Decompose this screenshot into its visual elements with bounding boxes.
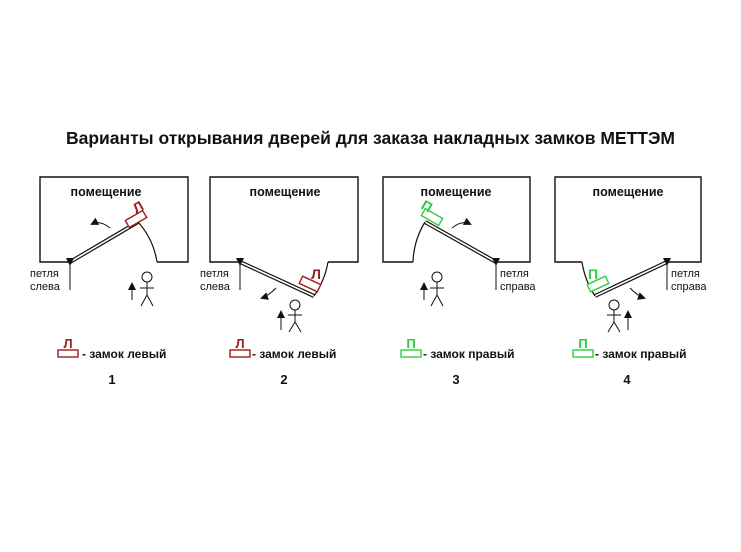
- variant-3: [383, 177, 536, 387]
- variant-number: 2: [280, 372, 288, 387]
- hinge-label-line1: петля: [500, 268, 529, 280]
- svg-text:П: П: [578, 336, 588, 351]
- person-icon: [607, 300, 621, 332]
- room-label: помещение: [592, 185, 664, 199]
- legend-lock-icon: [573, 336, 593, 357]
- hinge-label-line2: справа: [500, 281, 536, 293]
- svg-text:П: П: [406, 336, 416, 351]
- legend-label: - замок правый: [595, 347, 687, 361]
- hinge-label-line2: справа: [671, 281, 707, 293]
- swing-arc: [413, 222, 425, 262]
- svg-text:Л: Л: [235, 336, 245, 351]
- lock-glyph: Л: [311, 266, 321, 282]
- variant-2: [200, 177, 358, 387]
- legend-label: - замок правый: [423, 347, 515, 361]
- variant-4: [555, 177, 707, 387]
- hinge-label-line1: петля: [30, 268, 59, 280]
- variant-number: 1: [108, 372, 116, 387]
- legend-lock-icon: [230, 336, 250, 357]
- room-label: помещение: [420, 185, 492, 199]
- diagram-title: Варианты открывания дверей для заказа накладных замков МЕТТЭМ: [65, 128, 676, 148]
- hinge-label-line1: петля: [200, 268, 229, 280]
- variant-number: 3: [452, 372, 460, 387]
- legend-lock-icon: [58, 336, 78, 357]
- svg-text:Л: Л: [63, 336, 73, 351]
- opening-arrow: [630, 288, 644, 298]
- room-label: помещение: [70, 185, 142, 199]
- person-icon: [288, 300, 302, 332]
- legend-lock-icon: [401, 336, 421, 357]
- person-icon: [430, 272, 444, 306]
- lock-glyph: П: [418, 196, 436, 216]
- opening-arrow: [92, 223, 110, 228]
- lock-glyph: П: [587, 266, 599, 282]
- lock-glyph: Л: [129, 197, 147, 217]
- hinge-label-line1: петля: [671, 268, 700, 280]
- person-icon: [140, 272, 154, 306]
- legend-label: - замок левый: [252, 347, 337, 361]
- room-label: помещение: [249, 185, 321, 199]
- variant-number: 4: [623, 372, 631, 387]
- opening-arrow: [262, 288, 276, 298]
- variant-1: [30, 177, 188, 387]
- legend-label: - замок левый: [82, 347, 167, 361]
- hinge-label-line2: слева: [200, 281, 230, 293]
- swing-arc: [138, 222, 157, 262]
- opening-arrow: [452, 223, 470, 228]
- hinge-label-line2: слева: [30, 281, 60, 293]
